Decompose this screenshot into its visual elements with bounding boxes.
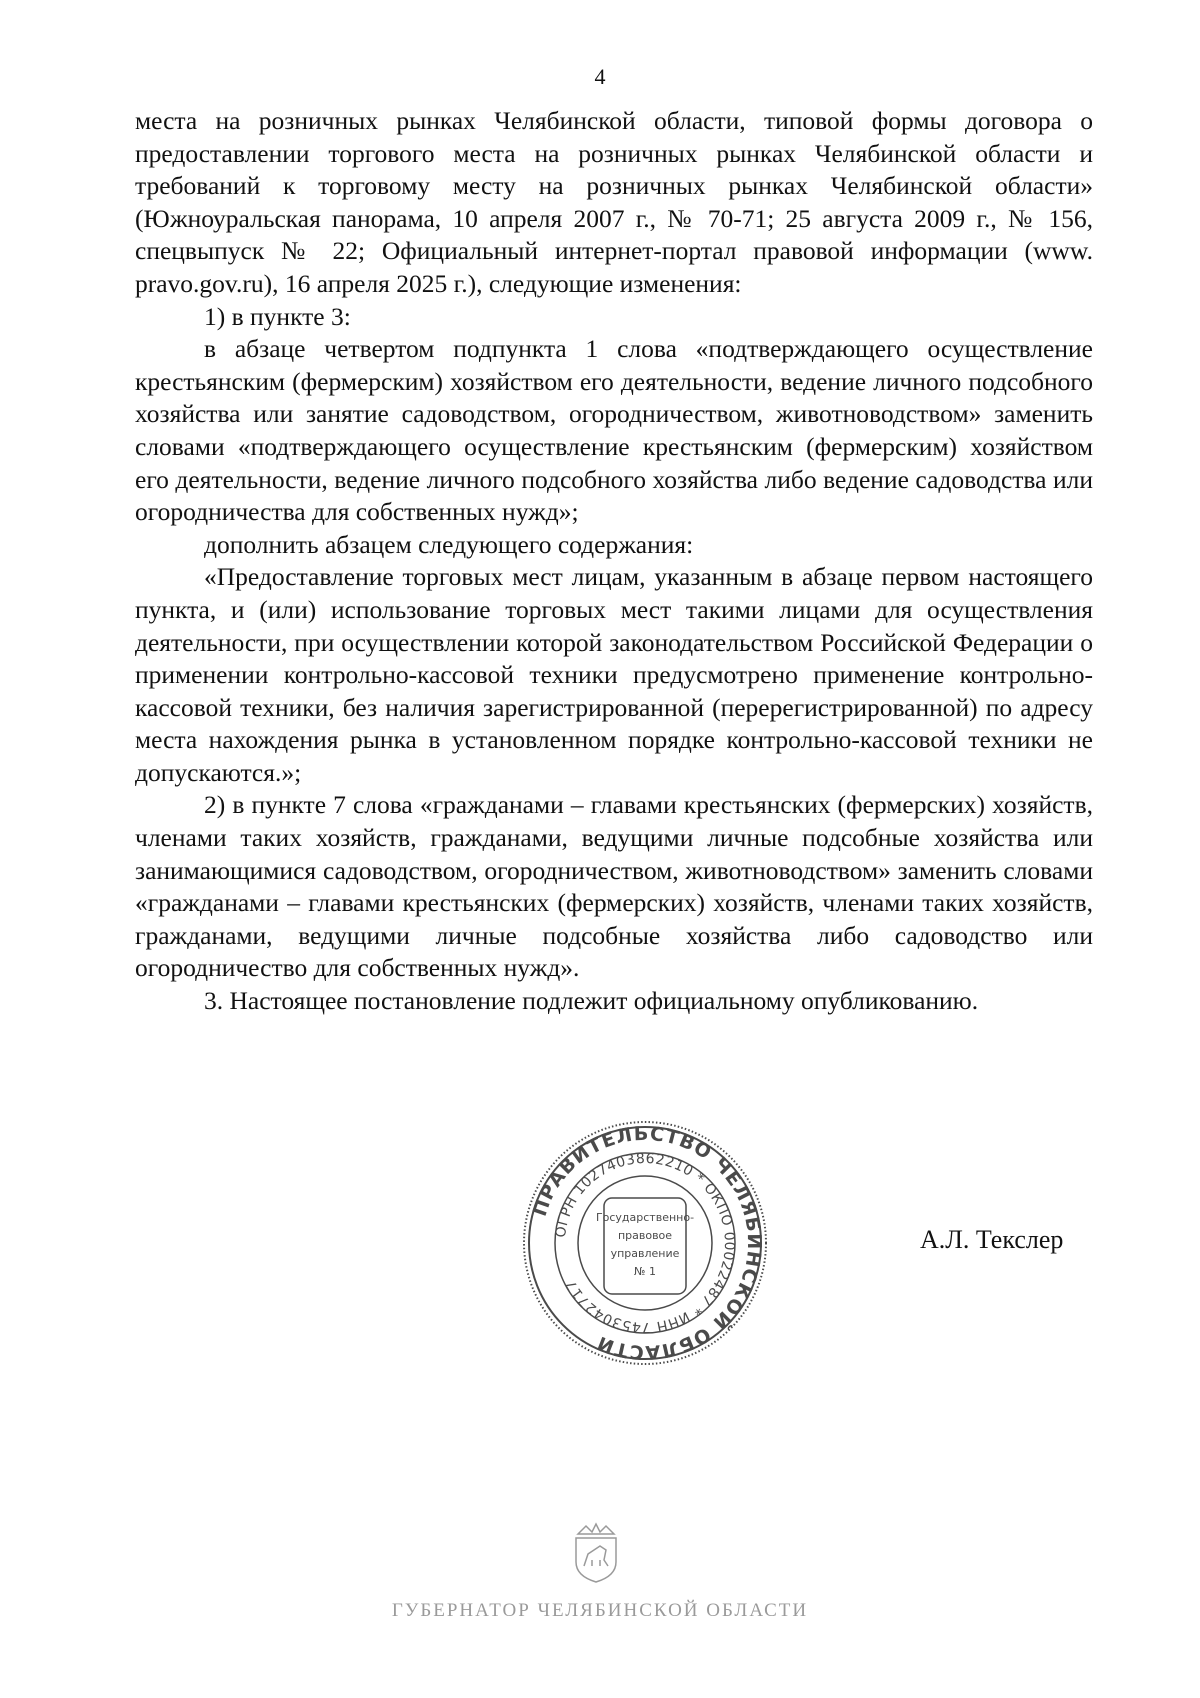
seal-center-line-4: № 1 — [634, 1265, 656, 1278]
footer-title: ГУБЕРНАТОР ЧЕЛЯБИНСКОЙ ОБЛАСТИ — [391, 1600, 809, 1621]
page-number: 4 — [594, 64, 606, 89]
seal-center-line-2: правовое — [617, 1229, 673, 1242]
paragraph-continuation: места на розничных рынках Челябинской области, типовой формы договора о предоставлении торгового места на розничных рынках Челябинской области и требований к торговому месту на розничных рынках Челябинской области» (Южноуральская панорама, 10 апреля 2007 г., № 70-71; 25 августа 2009 г., № 156, спецвыпуск № 22; Официальный интернет-портал правовой информации (www. pravo.gov.ru), 16 апреля 2025 г.), следующие изменения: — [135, 106, 1093, 298]
seal-outer-text: ПРАВИТЕЛЬСТВО ЧЕЛЯБИНСКОЙ ОБЛАСТИ — [528, 1122, 766, 1364]
signature-name: А.Л. Текслер — [920, 1225, 1064, 1254]
paragraph-amendment-1: в абзаце четвертом подпункта 1 слова «подтверждающего осуществление крестьянским (фермерским) хозяйством его деятельности, ведение личного подсобного хозяйства или занятие садоводством, огородничеством, животноводством» заменить словами «подтверждающего осуществление крестьянским (фермерским) хозяйством его деятельности, ведение личного подсобного хозяйства либо ведение садоводства или огородничества для собственных нужд»; — [135, 334, 1093, 527]
paragraph-supplement-intro: дополнить абзацем следующего содержания: — [204, 529, 694, 559]
paragraph-item-1: 1) в пункте 3: — [204, 301, 351, 331]
official-seal — [520, 1118, 770, 1368]
coat-of-arms-icon — [570, 1520, 622, 1584]
paragraph-supplement-text: «Предоставление торговых мест лицам, указанным в абзаце первом настоящего пункта, и (или) использование торговых мест такими лицами для осуществления деятельности, при осуществлении которой законодательством Российской Федерации о применении контрольно-кассовой техники предусмотрено применение контрольно-кассовой техники, без наличия зарегистрированной (перерегистрированной) по адресу места нахождения рынка в установленном порядке контрольно-кассовой техники не допускаются.»; — [135, 562, 1093, 787]
seal-center-line-3: управление — [610, 1247, 680, 1260]
seal-center-line-1: Государственно- — [595, 1211, 695, 1224]
document-body — [135, 105, 1093, 1018]
seal-inner-text: ОГРН 1027403862210 * ОКПО 00022487 * ИНН 7453042717 — [553, 1150, 738, 1336]
svg-text:ОГРН 1027403862210 * ОКПО 0002 — [553, 1151, 737, 1335]
paragraph-publication: 3. Настоящее постановление подлежит официальному опубликованию. — [204, 986, 979, 1016]
paragraph-item-2: 2) в пункте 7 слова «гражданами – главами крестьянских (фермерских) хозяйств, членами таких хозяйств, гражданами, ведущими личные подсобные хозяйства или занимающимися садоводством, огородничеством, животноводством» заменить словами «гражданами – главами крестьянских (фермерских) хозяйств, членами таких хозяйств, гражданами, ведущими личные подсобные хозяйства либо садоводство или огородничество для собственных нужд». — [135, 790, 1093, 983]
